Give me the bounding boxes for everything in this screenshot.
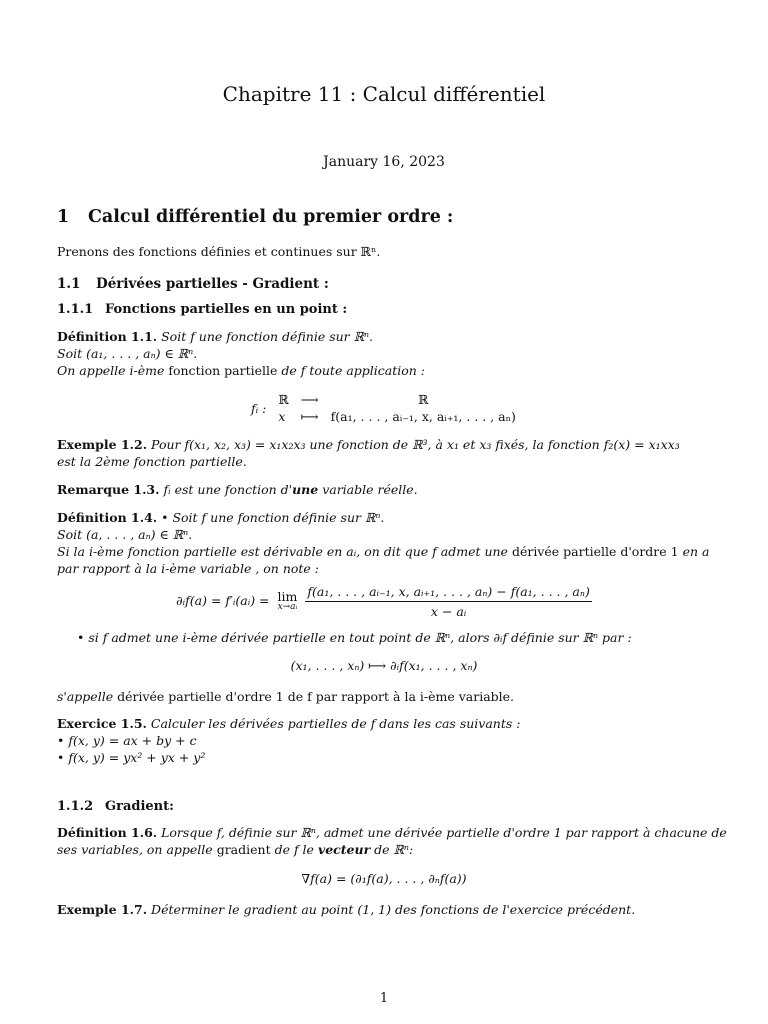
remark-emphasis: une — [292, 482, 319, 497]
partial-derivative-map-formula: (x₁, . . . , xₙ) ⟼ ∂ᵢf(x₁, . . . , xₙ) — [290, 658, 478, 673]
section-1-1-2-heading — [57, 799, 174, 814]
definition-text: Si la i-ème fonction partielle est dérivable en aᵢ, on dit que f admet une — [57, 544, 508, 559]
definition-term: gradient — [216, 842, 271, 857]
exercise-1-5 — [57, 715, 520, 766]
gradient-formula: ∇f(a) = (∂₁f(a), . . . , ∂ₙf(a)) — [301, 871, 467, 886]
section-1-1-1-heading — [57, 302, 347, 317]
document-title: Chapitre 11 : Calcul différentiel — [222, 82, 546, 106]
definition-term: dérivée partielle d'ordre 1 — [511, 544, 679, 559]
mapping-arrow: ⟶ — [300, 392, 319, 407]
exercise-text: Calculer les dérivées partielles de f dans les cas suivants : — [150, 716, 521, 731]
mapping-arrow: ⟼ — [300, 409, 319, 424]
definition-text: Soit f une fonction définie sur ℝⁿ. — [161, 329, 374, 344]
definition-bullet-2: • si f admet une i-ème dérivée partielle en tout point de ℝⁿ, alors ∂ᵢf définie sur ℝⁿ par : — [77, 630, 632, 645]
limit-operator — [277, 588, 298, 613]
definition-label: Définition 1.4. — [57, 510, 158, 525]
definition-text: Soit (a₁, . . . , aₙ) ∈ ℝⁿ. — [57, 346, 198, 361]
document-date: January 16, 2023 — [323, 154, 445, 170]
definition-text: ses variables, on appelle — [57, 842, 213, 857]
definition-label: Définition 1.6. — [57, 825, 158, 840]
definition-text: en a — [682, 544, 710, 559]
difference-quotient — [305, 584, 591, 619]
exercise-label: Exercice 1.5. — [57, 716, 147, 731]
fraction-denominator: x − aᵢ — [430, 604, 467, 619]
remark-1-3 — [57, 481, 418, 498]
example-1-2 — [57, 436, 680, 470]
example-text: est la 2ème fonction partielle. — [57, 454, 247, 469]
mapping-expression: f(a₁, . . . , aᵢ₋₁, x, aᵢ₊₁, . . . , aₙ) — [330, 409, 516, 424]
example-label: Exemple 1.7. — [57, 902, 148, 917]
subsubsection-title: Gradient: — [105, 799, 174, 814]
mapping-name: fᵢ : — [251, 400, 267, 416]
example-text: Pour f(x₁, x₂, x₃) = x₁x₂x₃ une fonction de ℝ³, à x₁ et x₃ fixés, la fonction f₂(x) = x₁xx₃ — [151, 437, 680, 452]
limit-word: lim — [277, 588, 298, 604]
remark-label: Remarque 1.3. — [57, 482, 160, 497]
exercise-item: • f(x, y) = yx² + yx + y² — [57, 750, 206, 765]
remark-text: fᵢ est une fonction d' — [163, 482, 293, 497]
partial-derivative-formula — [0, 584, 768, 619]
exercise-item: • f(x, y) = ax + by + c — [57, 733, 197, 748]
section-title: Calcul différentiel du premier ordre : — [88, 207, 454, 227]
limit-subscript: x→aᵢ — [277, 601, 298, 612]
definition-text: de ℝⁿ: — [374, 842, 414, 857]
definition-1-1 — [57, 328, 425, 379]
formula-lhs: ∂ᵢf(a) = f′ᵢ(aᵢ) = — [176, 593, 270, 608]
definition-text: Lorsque f, définie sur ℝⁿ, admet une dérivée partielle d'ordre 1 par rapport à chacune de — [161, 825, 727, 840]
section-1-heading — [57, 207, 453, 227]
example-1-7 — [57, 901, 635, 918]
page-number: 1 — [379, 991, 389, 1006]
mapping-domain: ℝ — [278, 392, 289, 407]
definition-text: de f toute application : — [281, 363, 426, 378]
definition-term: dérivée partielle d'ordre 1 de f par rapport à la i-ème variable. — [117, 689, 515, 704]
definition-emphasis: vecteur — [317, 842, 371, 857]
definition-1-4 — [57, 509, 709, 577]
definition-term: fonction partielle — [168, 363, 278, 378]
subsection-title: Dérivées partielles - Gradient : — [96, 276, 329, 292]
definition-label: Définition 1.1. — [57, 329, 158, 344]
remark-text: variable réelle. — [318, 482, 418, 497]
subsubsection-title: Fonctions partielles en un point : — [105, 302, 348, 317]
example-text: Déterminer le gradient au point (1, 1) des fonctions de l'exercice précédent. — [151, 902, 636, 917]
definition-text: s'appelle — [57, 689, 114, 704]
definition-conclusion — [57, 688, 514, 705]
definition-text: par rapport à la i-ème variable , on note : — [57, 561, 320, 576]
subsection-number: 1.1 — [57, 276, 81, 292]
example-label: Exemple 1.2. — [57, 437, 148, 452]
section-1-intro: Prenons des fonctions définies et continues sur ℝⁿ. — [57, 244, 381, 259]
definition-1-6 — [57, 824, 727, 858]
mapping-codomain: ℝ — [418, 392, 429, 407]
section-number: 1 — [57, 207, 70, 227]
definition-text: de f le — [274, 842, 314, 857]
definition-text: Soit (a, . . . , aₙ) ∈ ℝⁿ. — [57, 527, 193, 542]
mapping-variable: x — [278, 409, 286, 424]
partial-function-mapping — [245, 391, 522, 425]
subsubsection-number: 1.1.2 — [57, 799, 94, 814]
section-1-1-heading — [57, 276, 329, 292]
definition-text: • Soit f une fonction définie sur ℝⁿ. — [161, 510, 385, 525]
subsubsection-number: 1.1.1 — [57, 302, 94, 317]
definition-text: On appelle i-ème — [57, 363, 165, 378]
fraction-numerator: f(a₁, . . . , aᵢ₋₁, x, aᵢ₊₁, . . . , aₙ) − f(a₁, . . . , aₙ) — [305, 584, 591, 602]
